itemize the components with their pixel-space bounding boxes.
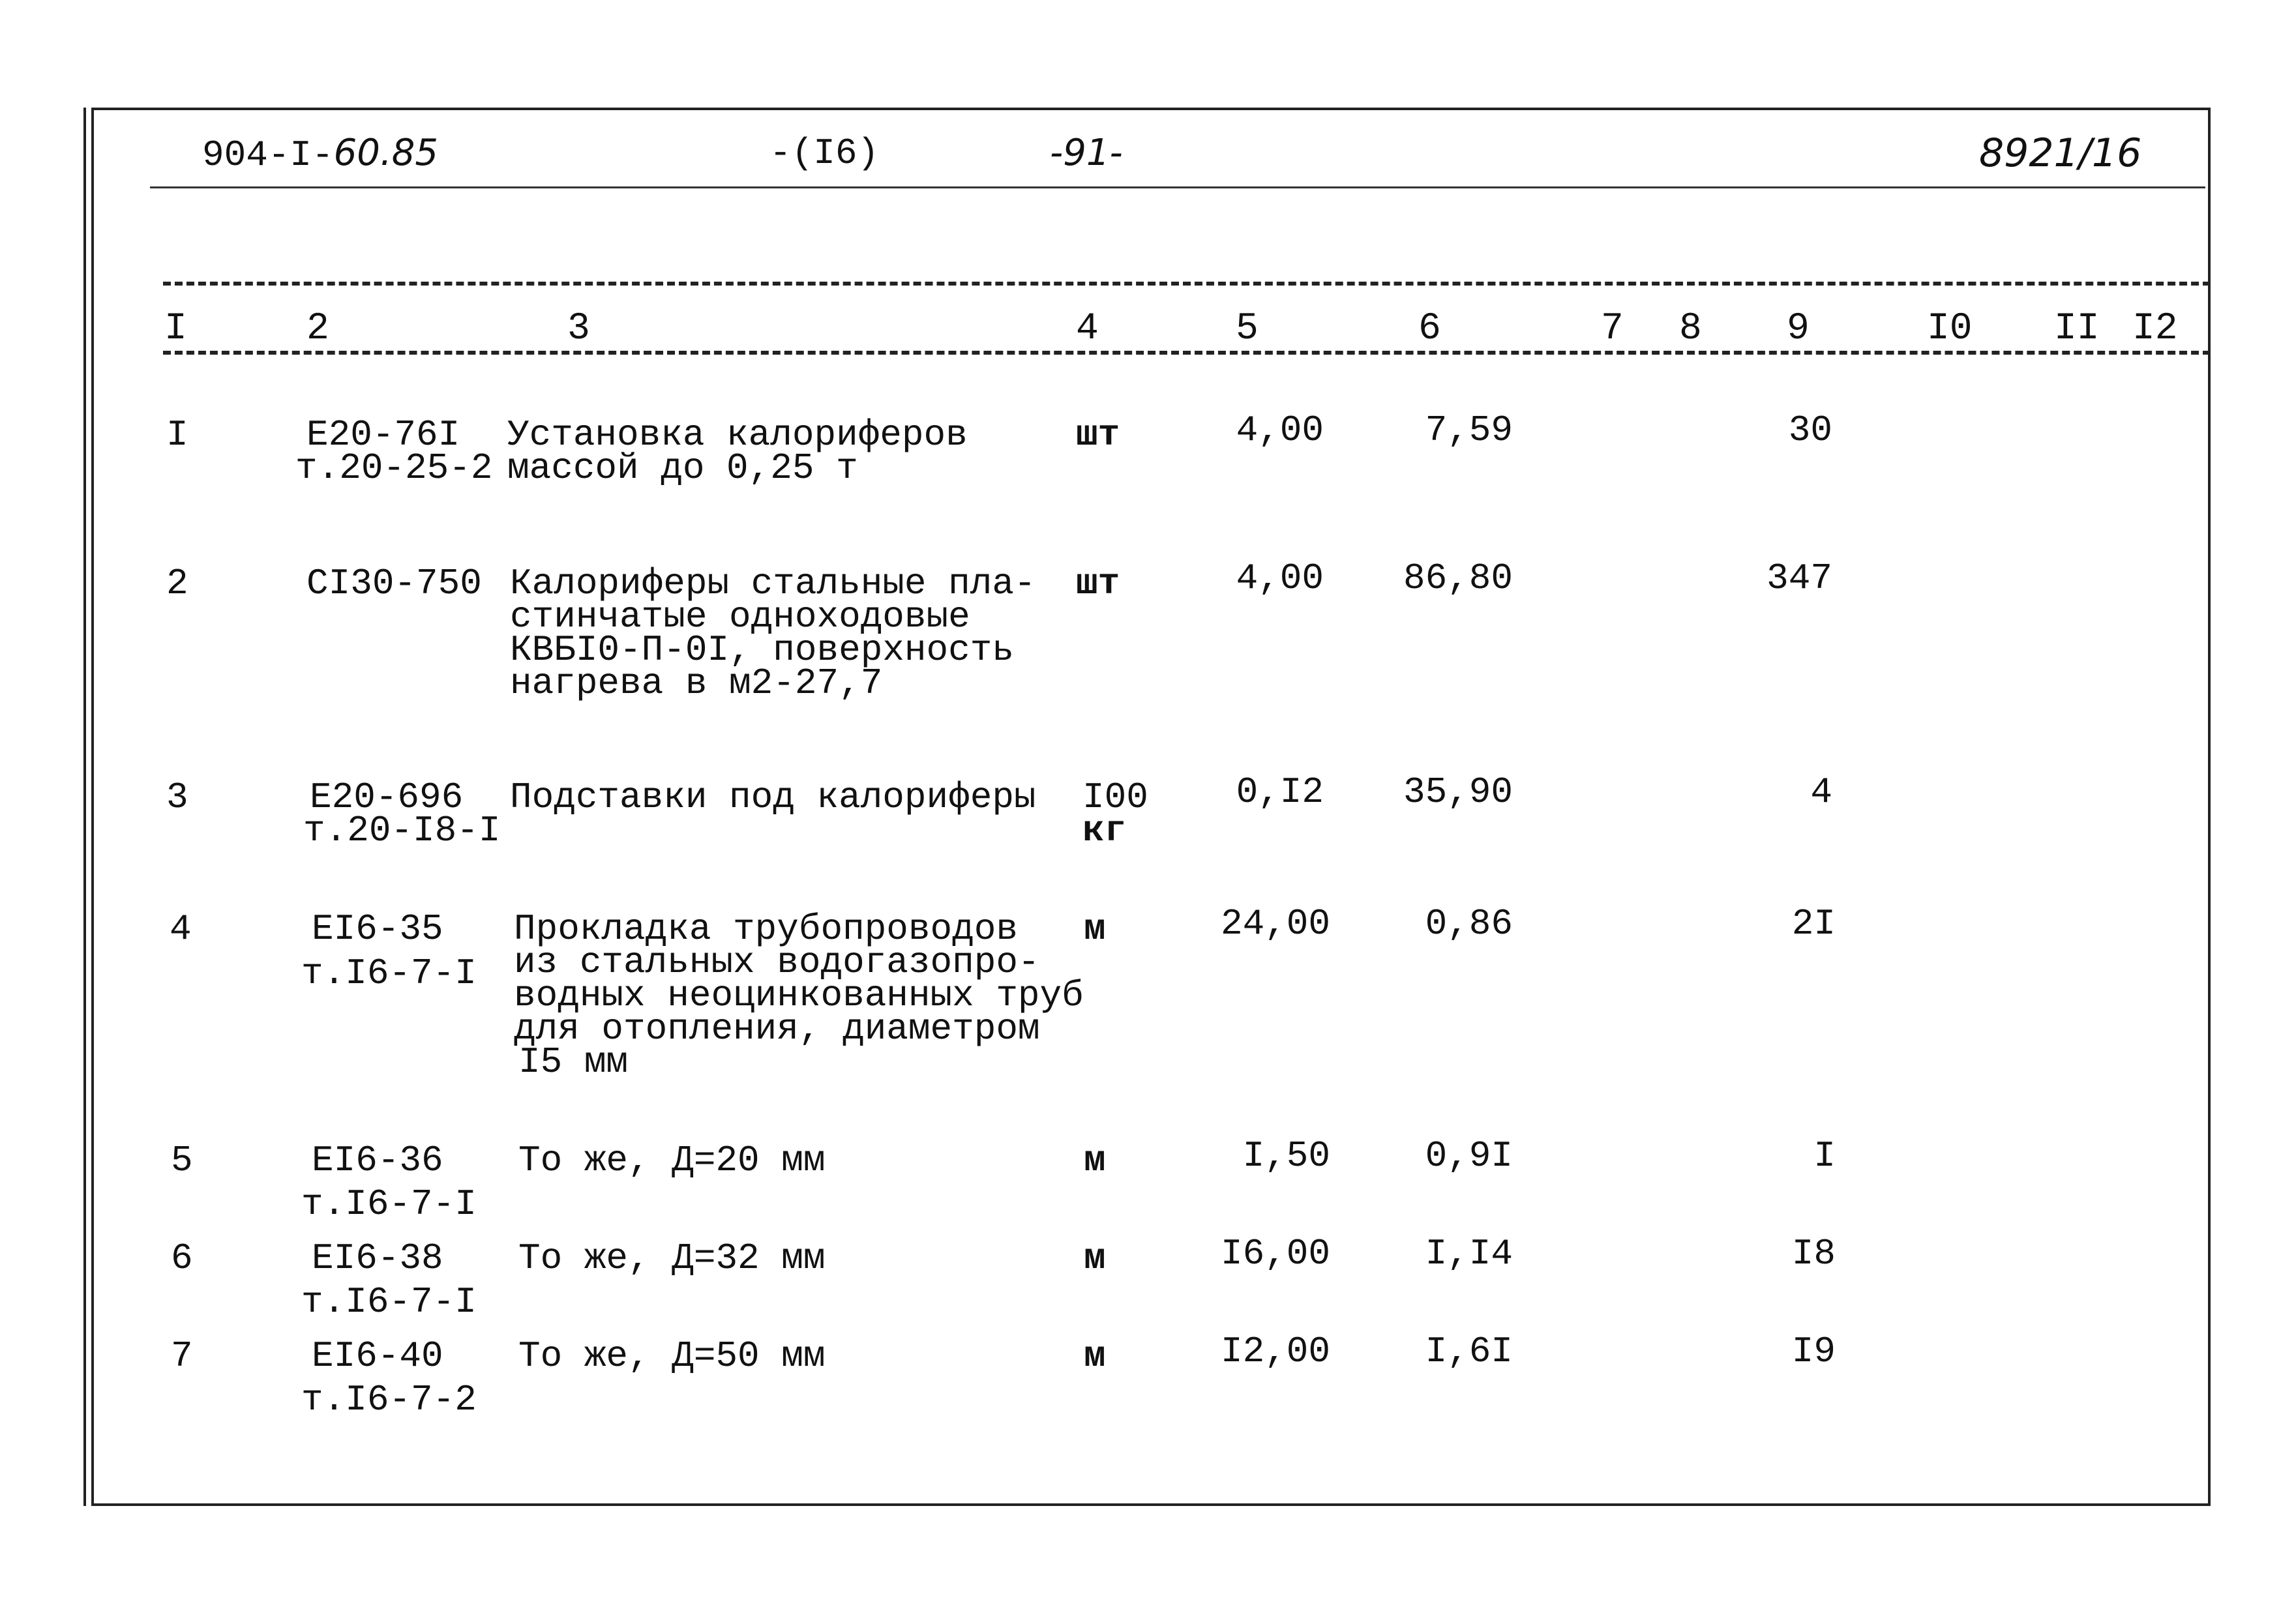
unit-price: 35,90 bbox=[1403, 771, 1513, 813]
rate-table-ref: т.I6-7-I bbox=[301, 1281, 477, 1323]
column-number-6: 6 bbox=[1418, 308, 1441, 350]
total-cost: I bbox=[1813, 1135, 1836, 1177]
work-description: Подставки под калориферы bbox=[510, 776, 1036, 818]
total-cost: 30 bbox=[1788, 409, 1832, 451]
unit-price: I,I4 bbox=[1425, 1233, 1513, 1275]
work-description: Установка калориферов bbox=[507, 414, 968, 456]
unit-price: 0,9I bbox=[1425, 1135, 1513, 1177]
unit-price: I,6I bbox=[1425, 1331, 1513, 1372]
column-header-dashed-bottom bbox=[163, 351, 2211, 355]
work-description: из стальных водогазопро- bbox=[514, 941, 1040, 983]
sheet-frame-left-edge bbox=[83, 108, 86, 1506]
quantity: 24,00 bbox=[1220, 903, 1330, 945]
total-cost: I8 bbox=[1791, 1233, 1836, 1275]
unit: шт bbox=[1076, 414, 1120, 456]
rate-code: EI6-40 bbox=[312, 1335, 443, 1377]
total-cost: 347 bbox=[1767, 557, 1832, 599]
work-description: I5 мм bbox=[518, 1041, 629, 1083]
rate-code: EI6-36 bbox=[312, 1140, 443, 1181]
total-cost: 2I bbox=[1791, 903, 1836, 945]
column-number-1: I bbox=[164, 308, 187, 350]
header-rule bbox=[150, 186, 2205, 188]
page-number: -91- bbox=[1050, 132, 1123, 174]
total-cost: 4 bbox=[1810, 771, 1832, 813]
row-number: 4 bbox=[170, 908, 192, 950]
rate-table-ref: т.20-25-2 bbox=[295, 447, 493, 489]
rate-code: E20-76I bbox=[306, 414, 460, 456]
unit: кг bbox=[1082, 810, 1127, 851]
row-number: I bbox=[166, 414, 188, 456]
total-cost: I9 bbox=[1791, 1331, 1836, 1372]
column-number-5: 5 bbox=[1236, 308, 1259, 350]
column-number-10: I0 bbox=[1927, 308, 1973, 350]
column-number-4: 4 bbox=[1076, 308, 1099, 350]
quantity: I6,00 bbox=[1220, 1233, 1330, 1275]
rate-code: CI30-750 bbox=[306, 563, 482, 604]
rate-table-ref: т.I6-7-I bbox=[301, 1183, 477, 1225]
quantity: 0,I2 bbox=[1236, 771, 1324, 813]
work-description: То же, Д=20 мм bbox=[518, 1140, 826, 1181]
rate-code: E20-696 bbox=[310, 776, 464, 818]
quantity: 4,00 bbox=[1236, 409, 1324, 451]
unit: I00 bbox=[1082, 776, 1148, 818]
document-code-handwritten: 60.85 bbox=[333, 132, 438, 174]
work-description: Калориферы стальные пла- bbox=[510, 563, 1036, 604]
work-description: для отопления, диаметром bbox=[514, 1008, 1040, 1050]
row-number: 6 bbox=[171, 1237, 193, 1279]
quantity: 4,00 bbox=[1236, 557, 1324, 599]
quantity: I2,00 bbox=[1220, 1331, 1330, 1372]
column-number-3: 3 bbox=[567, 308, 590, 350]
row-number: 5 bbox=[171, 1140, 193, 1181]
unit: м bbox=[1084, 908, 1106, 950]
work-description: массой до 0,25 т bbox=[507, 447, 858, 489]
unit-price: 0,86 bbox=[1425, 903, 1513, 945]
column-number-2: 2 bbox=[306, 308, 329, 350]
column-number-7: 7 bbox=[1601, 308, 1624, 350]
column-number-8: 8 bbox=[1679, 308, 1702, 350]
row-number: 2 bbox=[166, 563, 188, 604]
column-header-dashed-top bbox=[163, 282, 2211, 286]
archive-number: 8921/16 bbox=[1979, 130, 2142, 176]
unit: м bbox=[1084, 1140, 1106, 1181]
sheet-mark: -(I6) bbox=[769, 132, 880, 174]
rate-table-ref: т.20-I8-I bbox=[303, 810, 501, 851]
unit: шт bbox=[1076, 563, 1120, 604]
unit-price: 86,80 bbox=[1403, 557, 1513, 599]
rate-table-ref: т.I6-7-2 bbox=[301, 1379, 477, 1421]
row-number: 3 bbox=[166, 776, 188, 818]
unit: м bbox=[1084, 1237, 1106, 1279]
work-description: стинчатые одноходовые bbox=[510, 596, 970, 638]
work-description: То же, Д=50 мм bbox=[518, 1335, 826, 1377]
column-number-11: II bbox=[2054, 308, 2100, 350]
rate-code: EI6-35 bbox=[312, 908, 443, 950]
work-description: КВБI0-П-0I, поверхность bbox=[510, 629, 1014, 671]
work-description: водных неоцинкованных труб bbox=[514, 975, 1084, 1016]
work-description: нагрева в м2-27,7 bbox=[510, 662, 883, 704]
column-number-12: I2 bbox=[2132, 308, 2178, 350]
rate-table-ref: т.I6-7-I bbox=[301, 952, 477, 994]
document-code-prefix: 904-I- bbox=[202, 134, 334, 176]
quantity: I,50 bbox=[1242, 1135, 1330, 1177]
unit-price: 7,59 bbox=[1425, 409, 1513, 451]
work-description: Прокладка трубопроводов bbox=[514, 908, 1018, 950]
document-code bbox=[202, 130, 438, 178]
rate-code: EI6-38 bbox=[312, 1237, 443, 1279]
column-number-9: 9 bbox=[1787, 308, 1810, 350]
work-description: То же, Д=32 мм bbox=[518, 1237, 826, 1279]
row-number: 7 bbox=[171, 1335, 193, 1377]
unit: м bbox=[1084, 1335, 1106, 1377]
